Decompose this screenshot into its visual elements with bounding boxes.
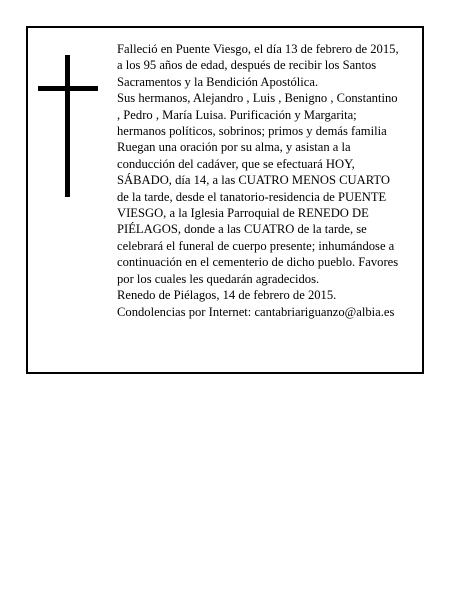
obituary-line: , Pedro , María Luisa. Purificación y Margarita; (117, 107, 357, 122)
obituary-line: Sus hermanos, Alejandro , Luis , Benigno , Constantino (117, 91, 398, 106)
obituary-line: conducción del cadáver, que se efectuará HOY, (117, 156, 355, 171)
obituary-line: PIÉLAGOS, donde a las CUATRO de la tarde, se (117, 222, 367, 237)
obituary-line: Renedo de Piélagos, 14 de febrero de 2015. (117, 288, 337, 303)
obituary-line: por los cuales les quedarán agradecidos. (117, 271, 320, 286)
obituary-line: Condolencias por Internet: cantabriariguanzo@albia.es (117, 304, 395, 319)
obituary-line: celebrará el funeral de cuerpo presente; inhumándose a (117, 238, 395, 253)
obituary-line: Sacramentos y la Bendición Apostólica. (117, 74, 319, 89)
obituary-line: continuación en el cementerio de dicho pueblo. Favores (117, 255, 399, 270)
obituary-line: a los 95 años de edad, después de recibir los Santos (117, 58, 377, 73)
obituary-notice (26, 26, 424, 374)
obituary-line: hermanos políticos, sobrinos; primos y demás familia (117, 124, 387, 139)
obituary-text (117, 41, 427, 320)
obituary-line: de la tarde, desde el tanatorio-residencia de PUENTE (117, 189, 387, 204)
obituary-line: Ruegan una oración por su alma, y asistan a la (117, 140, 351, 155)
obituary-line: VIESGO, a la Iglesia Parroquial de RENEDO DE (117, 206, 369, 221)
cross-icon (38, 55, 98, 197)
obituary-line: Falleció en Puente Viesgo, el día 13 de febrero de 2015, (117, 42, 399, 56)
obituary-line: SÁBADO, día 14, a las CUATRO MENOS CUARTO (117, 173, 390, 188)
cross-horizontal-bar (38, 86, 98, 91)
cross-vertical-bar (65, 55, 70, 197)
